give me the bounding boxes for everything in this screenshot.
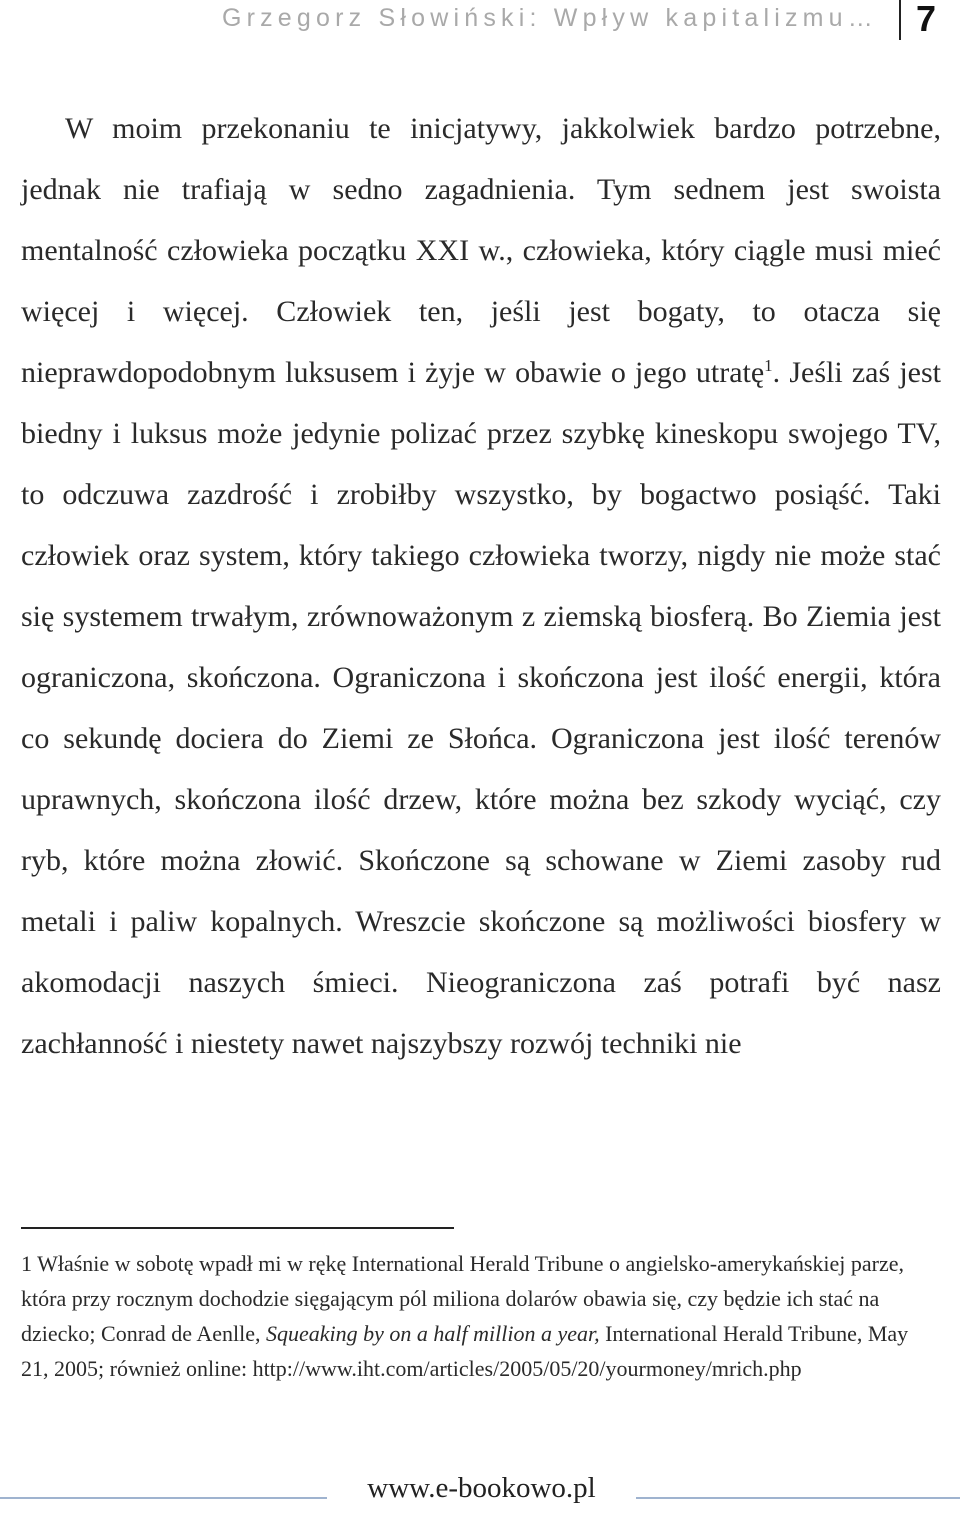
- running-header-title: Grzegorz Słowiński: Wpływ kapitalizmu…: [221, 4, 878, 32]
- body-paragraph: [21, 98, 941, 1074]
- footnote-reference[interactable]: 1: [764, 356, 773, 375]
- footer-website[interactable]: www.e-bookowo.pl: [367, 1472, 596, 1504]
- footer-rule-right: [636, 1497, 960, 1499]
- footnote-text-end: International Herald Tribune, May 21, 2005; również online: http://www.iht.com/articles/2005/05/20/yourmoney/mrich.php: [21, 1321, 909, 1381]
- body-text-part-1: W moim przekonaniu te inicjatywy, jakkolwiek bardzo potrzebne, jednak nie trafiają w sedno zagadnienia. Tym sednem jest swoista mentalność człowieka początku XXI w., człowieka, który ciągle musi mieć więcej i więcej. Człowiek ten, jeśli jest bogaty, to otacza się nieprawdopodobnym luksusem i żyje w obawie o jego utratę: [21, 112, 941, 389]
- header-divider: [899, 0, 901, 40]
- footer-rule-left: [0, 1497, 327, 1499]
- footnote: [21, 1246, 941, 1386]
- footnote-cited-title: Squeaking by on a half million a year,: [265, 1321, 600, 1346]
- body-text-part-2: . Jeśli zaś jest biedny i luksus może jedynie polizać przez szybkę kineskopu swojego TV, to odczuwa zazdrość i zrobiłby wszystko, by bogactwo posiąść. Taki człowiek oraz system, który takiego człowieka tworzy, nigdy nie może stać się systemem trwałym, zrównoważonym z ziemską biosferą. Bo Ziemia jest ograniczona, skończona. Ograniczona i skończona jest ilość energii, która co sekundę dociera do Ziemi ze Słońca. Ograniczona jest ilość terenów uprawnych, skończona ilość drzew, które można bez szkody wyciąć, czy ryb, które można złowić. Skończone są schowane w Ziemi zasoby rud metali i paliw kopalnych. Wreszcie skończone są możliwości biosfery w akomodacji naszych śmieci. Nieograniczona zaś potrafi być nasz zachłanność i niestety nawet najszybszy rozwój techniki nie: [21, 356, 941, 1060]
- footnote-text-start: 1 Właśnie w sobotę wpadł mi w rękę International Herald Tribune o angielsko-amerykańskiej parze, która przy rocznym dochodzie sięgającym pól miliona dolarów obawia się, czy będzie ich stać na dziecko; Conrad de Aenlle,: [21, 1251, 905, 1346]
- page-header: [0, 0, 960, 56]
- page-number: 7: [916, 0, 937, 39]
- footnote-separator: [21, 1227, 454, 1229]
